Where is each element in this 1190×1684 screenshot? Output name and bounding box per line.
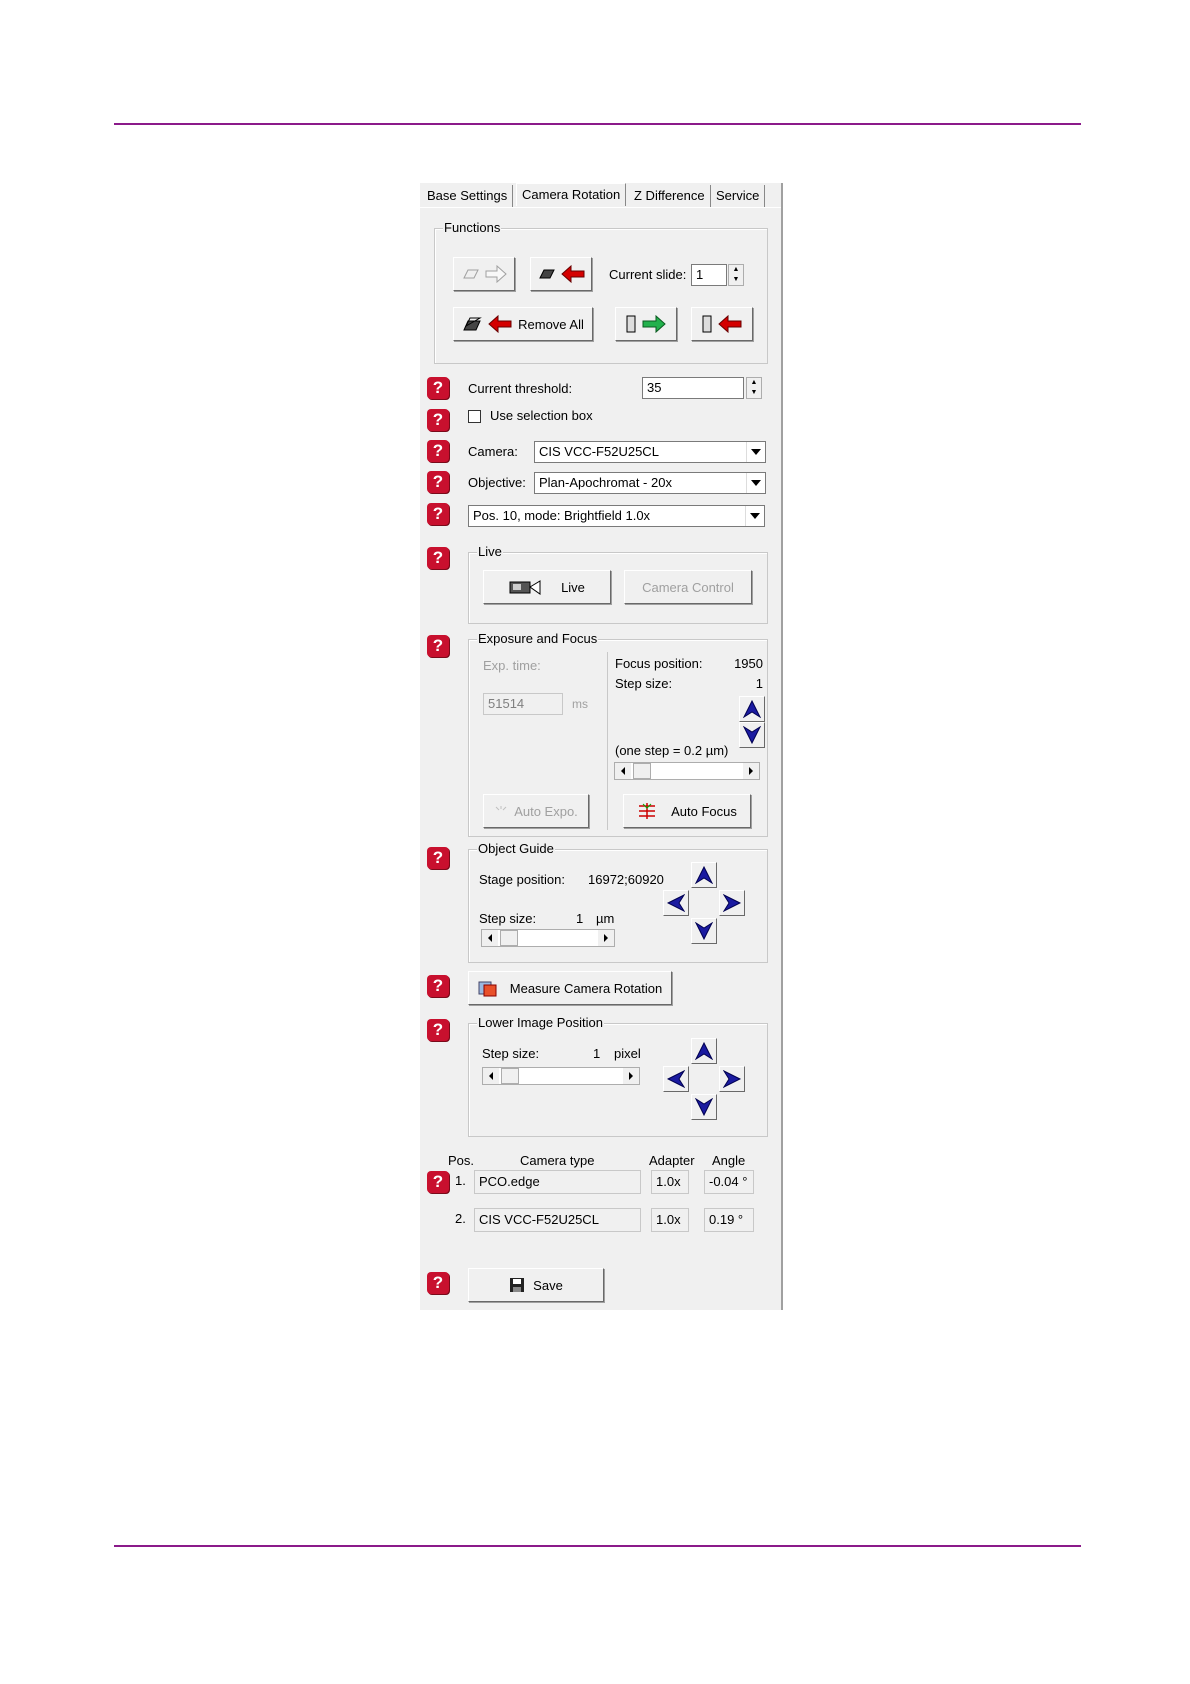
help-icon[interactable]: ? — [427, 440, 449, 462]
tab-base-settings[interactable]: Base Settings — [422, 185, 513, 207]
row-camera-type: CIS VCC-F52U25CL — [474, 1208, 641, 1232]
auto-expo-label: Auto Expo. — [514, 803, 578, 819]
tab-z-difference[interactable]: Z Difference — [629, 185, 711, 207]
objective-select[interactable] — [534, 472, 766, 494]
focus-position-value: 1950 — [734, 656, 763, 671]
help-icon[interactable]: ? — [427, 635, 449, 657]
floppy-disk-icon — [509, 1277, 525, 1293]
current-slide-label: Current slide: — [609, 267, 687, 282]
position-mode-select[interactable] — [468, 505, 765, 527]
arrow-up-icon — [743, 700, 761, 718]
row-adapter: 1.0x — [651, 1208, 689, 1232]
remove-all-label: Remove All — [518, 316, 584, 332]
arrow-up-icon — [695, 866, 713, 884]
measure-label: Measure Camera Rotation — [509, 980, 663, 996]
table-header-angle: Angle — [712, 1153, 746, 1168]
current-slide-input[interactable]: 1 — [691, 264, 727, 286]
camera-control-button[interactable] — [624, 570, 752, 604]
arrow-right-icon — [485, 265, 507, 283]
row-adapter: 1.0x — [651, 1170, 689, 1194]
one-step-label: (one step = 0.2 µm) — [615, 743, 729, 758]
remove-all-button[interactable] — [453, 307, 593, 341]
slide-stack-icon — [462, 316, 482, 332]
help-icon[interactable]: ? — [427, 409, 449, 431]
scroll-left-icon[interactable] — [615, 763, 631, 779]
spin-up-icon[interactable]: ▲ — [750, 379, 758, 386]
object-step-scrollbar[interactable] — [481, 929, 615, 947]
chevron-down-icon[interactable] — [746, 473, 765, 493]
help-icon[interactable]: ? — [427, 377, 449, 399]
spin-down-icon[interactable]: ▼ — [732, 276, 740, 283]
object-guide-group — [468, 841, 768, 963]
object-step-size-label: Step size: — [479, 911, 537, 926]
row-pos: 1. — [455, 1173, 466, 1188]
focus-icon — [637, 802, 657, 820]
tab-strip-border — [420, 207, 781, 208]
lower-image-group — [468, 1015, 768, 1137]
live-legend: Live — [478, 544, 502, 559]
camera-select-value: CIS VCC-F52U25CL — [539, 444, 659, 459]
table-header-adapter: Adapter — [649, 1153, 695, 1168]
help-icon[interactable]: ? — [427, 471, 449, 493]
remove-slide-button[interactable] — [530, 257, 592, 291]
help-icon[interactable]: ? — [427, 1171, 449, 1193]
live-group — [468, 544, 768, 624]
help-icon[interactable]: ? — [427, 547, 449, 569]
lower-step-unit: pixel — [614, 1046, 641, 1061]
position-mode-value: Pos. 10, mode: Brightfield 1.0x — [473, 508, 651, 523]
help-icon[interactable]: ? — [427, 1272, 449, 1294]
tab-service[interactable]: Service — [711, 185, 765, 207]
exposure-divider — [607, 652, 608, 830]
add-slide-button[interactable] — [453, 257, 515, 291]
auto-focus-label: Auto Focus — [671, 803, 737, 819]
slide-icon — [537, 268, 555, 280]
object-step-unit: µm — [596, 911, 615, 926]
exp-time-input[interactable]: 51514 — [483, 693, 563, 715]
footer-rule — [114, 1545, 1081, 1547]
lower-image-legend: Lower Image Position — [478, 1015, 604, 1030]
stage-down-button[interactable] — [691, 918, 717, 944]
stage-right-button[interactable] — [719, 890, 745, 916]
exposure-focus-group — [468, 631, 768, 837]
focus-step-scrollbar[interactable] — [614, 762, 760, 780]
functions-group — [434, 220, 768, 364]
row-camera-type: PCO.edge — [474, 1170, 641, 1194]
exposure-focus-legend: Exposure and Focus — [478, 631, 598, 646]
selection-box-label: Use selection box — [490, 408, 593, 423]
arrow-right-icon — [723, 1070, 741, 1088]
camera-label: Camera: — [468, 444, 518, 459]
auto-focus-button[interactable] — [623, 794, 751, 828]
sparkle-icon — [494, 805, 508, 817]
measure-icon — [478, 979, 498, 997]
arrow-down-icon — [743, 726, 761, 744]
scroll-left-icon[interactable] — [482, 930, 498, 946]
row-angle: 0.19 ° — [704, 1208, 754, 1232]
scroll-thumb[interactable] — [633, 763, 651, 779]
lower-right-button[interactable] — [719, 1066, 745, 1092]
arrow-left-icon — [718, 315, 742, 333]
header-rule — [114, 123, 1081, 125]
slide-icon — [461, 268, 479, 280]
table-header-camera-type: Camera type — [520, 1153, 595, 1168]
arrow-down-icon — [695, 922, 713, 940]
live-button[interactable] — [483, 570, 611, 604]
stage-position-label: Stage position: — [479, 872, 566, 887]
save-button[interactable] — [468, 1268, 604, 1302]
scroll-left-icon[interactable] — [483, 1068, 499, 1084]
lower-step-size-label: Step size: — [482, 1046, 540, 1061]
arrow-left-icon — [667, 1070, 685, 1088]
current-slide-spinner[interactable] — [728, 264, 744, 286]
table-header-pos: Pos. — [448, 1153, 475, 1168]
lower-up-button[interactable] — [691, 1038, 717, 1064]
lower-left-button[interactable] — [663, 1066, 689, 1092]
focus-position-label: Focus position: — [615, 656, 703, 671]
auto-expo-button[interactable] — [483, 794, 589, 828]
arrow-left-icon — [561, 265, 585, 283]
arrow-right-icon — [723, 894, 741, 912]
chevron-down-icon[interactable] — [745, 506, 764, 526]
threshold-spinner[interactable] — [746, 377, 762, 399]
stage-up-button[interactable] — [691, 862, 717, 888]
arrow-up-icon — [695, 1042, 713, 1060]
arrow-left-icon — [667, 894, 685, 912]
object-step-size-value: 1 — [576, 911, 584, 926]
object-guide-legend: Object Guide — [478, 841, 554, 856]
scroll-thumb[interactable] — [501, 1068, 519, 1084]
arrow-down-icon — [695, 1098, 713, 1116]
unload-magazine-button[interactable] — [691, 307, 753, 341]
tab-camera-rotation[interactable]: Camera Rotation — [516, 183, 626, 206]
camera-control-label: Camera Control — [642, 579, 734, 595]
scroll-thumb[interactable] — [500, 930, 518, 946]
objective-select-value: Plan-Apochromat - 20x — [539, 475, 672, 490]
stage-position-value: 16972;60920 — [588, 872, 664, 887]
spin-up-icon[interactable]: ▲ — [732, 266, 740, 273]
help-icon[interactable]: ? — [427, 847, 449, 869]
help-icon[interactable]: ? — [427, 975, 449, 997]
slide-holder-icon — [702, 315, 712, 333]
arrow-left-icon — [488, 315, 512, 333]
exp-unit-label: ms — [572, 697, 588, 711]
focus-up-button[interactable] — [739, 696, 765, 722]
scroll-right-icon[interactable] — [598, 930, 614, 946]
exp-time-label: Exp. time: — [483, 658, 541, 673]
scroll-right-icon[interactable] — [743, 763, 759, 779]
video-camera-icon — [509, 579, 541, 595]
camera-select[interactable] — [534, 441, 766, 463]
slide-holder-icon — [626, 315, 636, 333]
live-label: Live — [561, 579, 585, 595]
row-pos: 2. — [455, 1211, 466, 1226]
measure-camera-rotation-button[interactable] — [468, 971, 672, 1005]
scroll-right-icon[interactable] — [623, 1068, 639, 1084]
threshold-input[interactable]: 35 — [642, 377, 744, 399]
load-magazine-button[interactable] — [615, 307, 677, 341]
functions-legend: Functions — [444, 220, 501, 235]
lower-step-scrollbar[interactable] — [482, 1067, 640, 1085]
focus-step-size-label: Step size: — [615, 676, 673, 691]
arrow-right-icon — [642, 315, 666, 333]
threshold-label: Current threshold: — [468, 381, 573, 396]
lower-step-size-value: 1 — [593, 1046, 601, 1061]
stage-left-button[interactable] — [663, 890, 689, 916]
camera-rotation-panel — [420, 183, 783, 1310]
spin-down-icon[interactable]: ▼ — [750, 389, 758, 396]
selection-box-checkbox[interactable] — [468, 410, 481, 423]
lower-down-button[interactable] — [691, 1094, 717, 1120]
objective-label: Objective: — [468, 475, 526, 490]
save-label: Save — [533, 1277, 563, 1293]
help-icon[interactable]: ? — [427, 1019, 449, 1041]
chevron-down-icon[interactable] — [746, 442, 765, 462]
help-icon[interactable]: ? — [427, 503, 449, 525]
focus-down-button[interactable] — [739, 722, 765, 748]
focus-step-size-value: 1 — [755, 676, 763, 691]
row-angle: -0.04 ° — [704, 1170, 754, 1194]
